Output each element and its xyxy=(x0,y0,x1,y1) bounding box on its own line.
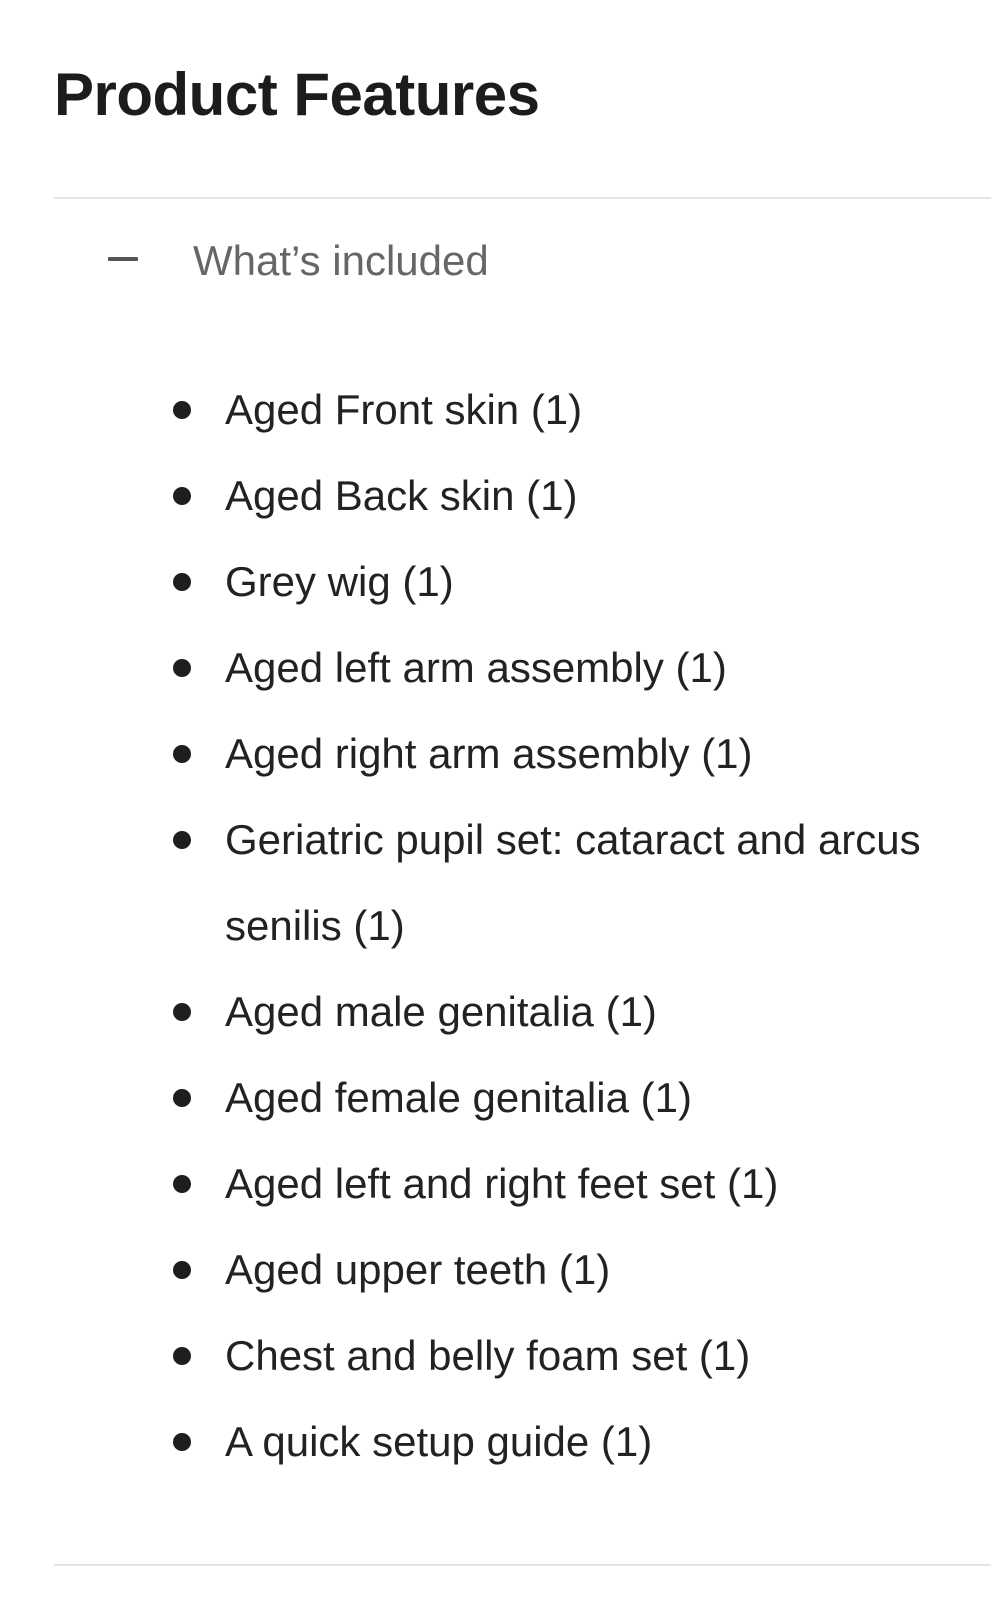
list-item xyxy=(0,1399,991,1485)
bullet-icon xyxy=(173,745,191,763)
list-item xyxy=(0,969,991,1055)
list-item xyxy=(0,625,991,711)
list-item xyxy=(0,453,991,539)
list-item-text: Aged Front skin (1) xyxy=(225,386,583,433)
list-item-text: Aged left and right feet set (1) xyxy=(225,1160,779,1207)
list-item-text: Grey wig (1) xyxy=(225,558,454,605)
bullet-icon xyxy=(173,1347,191,1365)
bullet-icon xyxy=(173,1433,191,1451)
list-item-text: Aged left arm assembly (1) xyxy=(225,644,727,691)
accordion-label: What’s included xyxy=(193,237,489,284)
list-item-text: Aged Back skin (1) xyxy=(225,472,578,519)
bullet-icon xyxy=(173,573,191,591)
page-title: Product Features xyxy=(54,61,540,128)
list-item-text: Aged female genitalia (1) xyxy=(225,1074,692,1121)
bullet-icon xyxy=(173,1003,191,1021)
bullet-icon xyxy=(173,487,191,505)
accordion-toggle-whats-included[interactable] xyxy=(54,218,954,302)
bullet-icon xyxy=(173,401,191,419)
section-divider xyxy=(54,1564,991,1566)
list-item xyxy=(0,1141,991,1227)
list-item-text: Aged upper teeth (1) xyxy=(225,1246,611,1293)
bullet-icon xyxy=(173,1261,191,1279)
list-item xyxy=(0,1055,991,1141)
list-item-text: A quick setup guide (1) xyxy=(225,1418,653,1465)
included-items-list xyxy=(0,367,991,1485)
bullet-icon xyxy=(173,1089,191,1107)
bullet-icon xyxy=(173,1175,191,1193)
list-item-text: Aged right arm assembly (1) xyxy=(225,730,753,777)
bullet-icon xyxy=(173,659,191,677)
section-divider xyxy=(54,197,991,199)
list-item xyxy=(0,539,991,625)
list-item-text: Geriatric pupil set: cataract and arcus senilis (1) xyxy=(225,816,921,949)
list-item xyxy=(0,1313,991,1399)
list-item-text: Aged male genitalia (1) xyxy=(225,988,657,1035)
list-item xyxy=(0,1227,991,1313)
bullet-icon xyxy=(173,831,191,849)
list-item xyxy=(0,367,991,453)
minus-icon[interactable] xyxy=(108,257,138,261)
list-item xyxy=(0,711,991,797)
list-item-text: Chest and belly foam set (1) xyxy=(225,1332,751,1379)
list-item xyxy=(0,797,991,969)
